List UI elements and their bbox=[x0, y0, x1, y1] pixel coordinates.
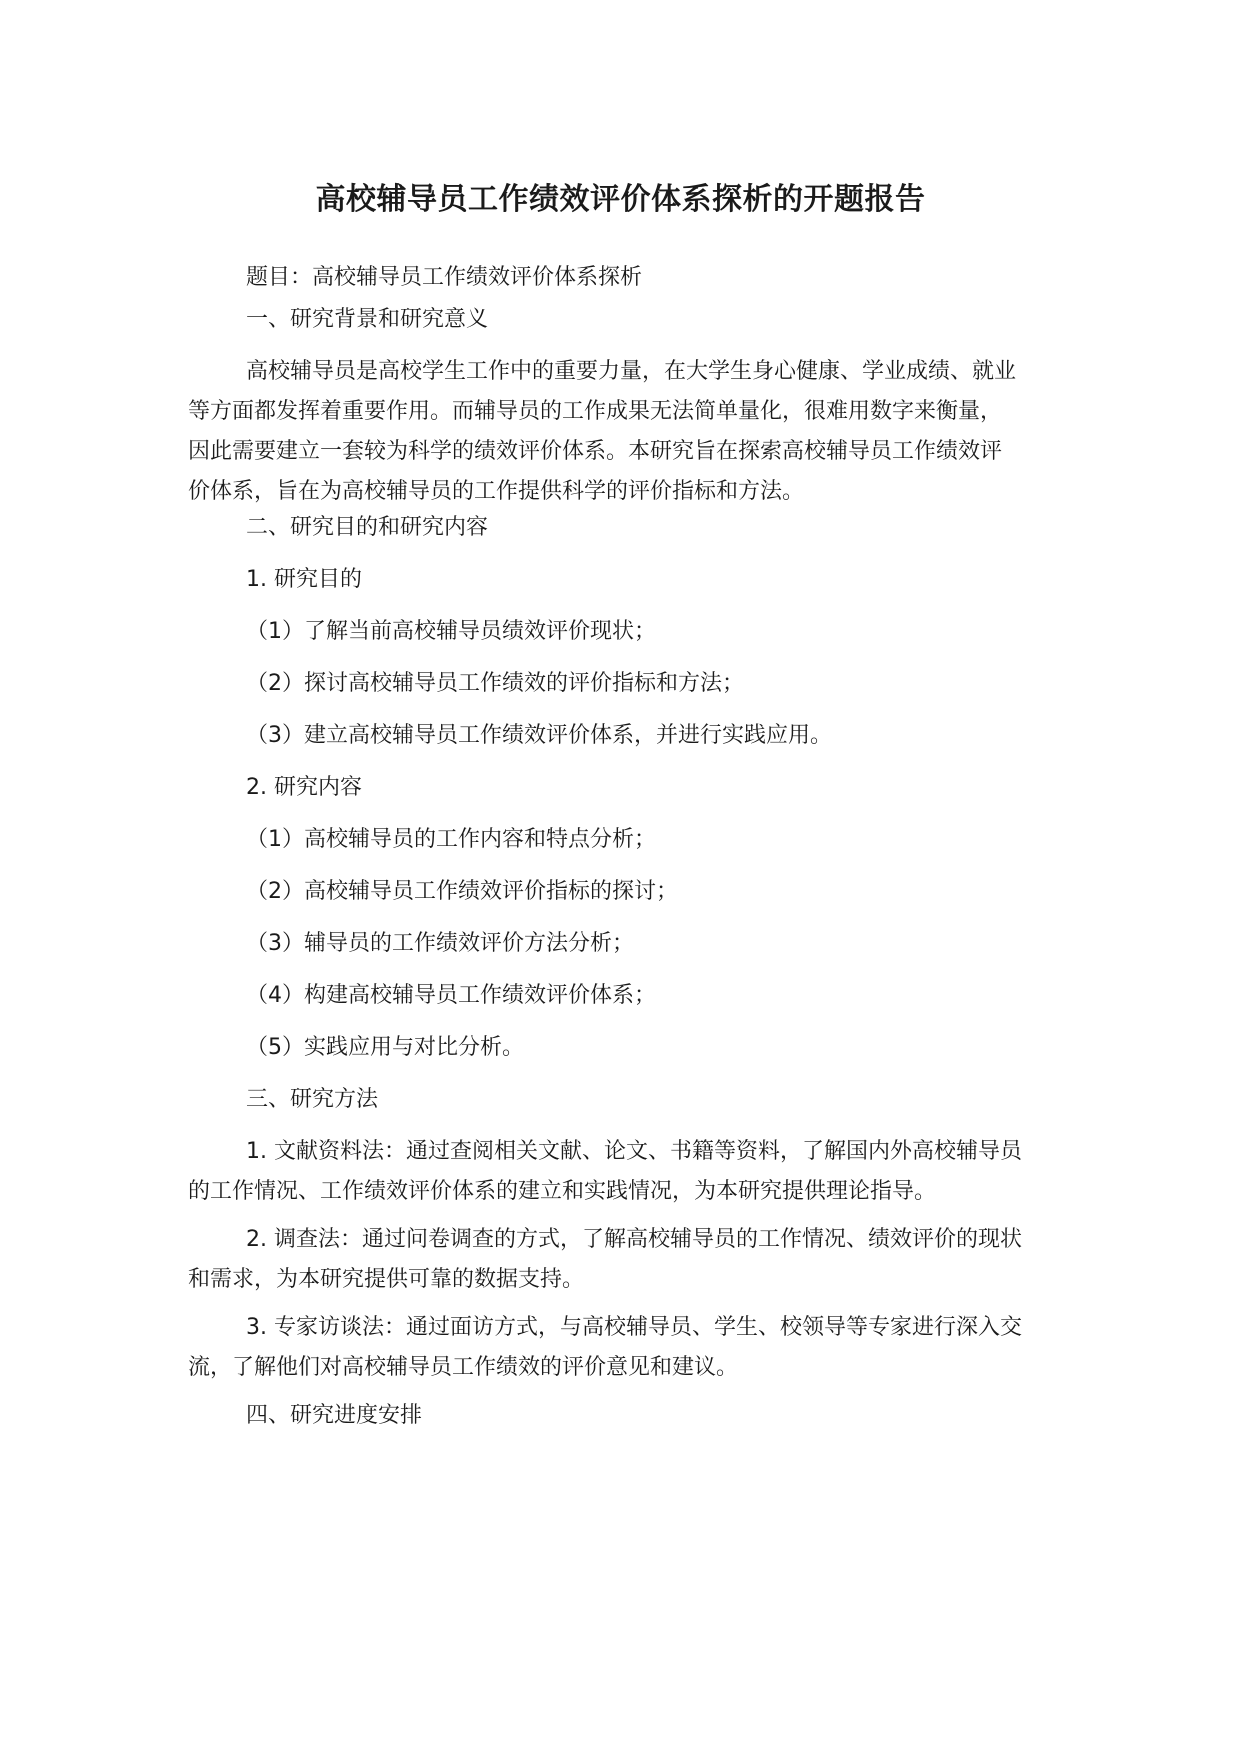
section-heading-background: 一、研究背景和研究意义 bbox=[246, 307, 489, 332]
list-item: （3）辅导员的工作绩效评价方法分析； bbox=[246, 931, 634, 956]
method-paragraph-interview bbox=[188, 1308, 1058, 1388]
section-heading-schedule: 四、研究进度安排 bbox=[246, 1403, 423, 1428]
section-heading-objectives: 二、研究目的和研究内容 bbox=[246, 515, 489, 540]
list-item: （1）了解当前高校辅导员绩效评价现状； bbox=[246, 619, 656, 644]
background-paragraph bbox=[188, 352, 1058, 512]
paragraph-line: 流，了解他们对高校辅导员工作绩效的评价意见和建议。 bbox=[188, 1355, 739, 1380]
list-item: （1）高校辅导员的工作内容和特点分析； bbox=[246, 827, 656, 852]
subheading-content: 2. 研究内容 bbox=[246, 775, 362, 800]
paragraph-line: 等方面都发挥着重要作用。而辅导员的工作成果无法简单量化，很难用数字来衡量， bbox=[188, 399, 1003, 424]
method-paragraph-literature bbox=[188, 1132, 1058, 1212]
subheading-objectives: 1. 研究目的 bbox=[246, 567, 362, 592]
paragraph-line: 2. 调查法：通过问卷调查的方式，了解高校辅导员的工作情况、绩效评价的现状 bbox=[246, 1227, 1022, 1252]
paragraph-line: 1. 文献资料法：通过查阅相关文献、论文、书籍等资料，了解国内外高校辅导员 bbox=[246, 1139, 1022, 1164]
list-item: （2）探讨高校辅导员工作绩效的评价指标和方法； bbox=[246, 671, 744, 696]
list-item: （3）建立高校辅导员工作绩效评价体系，并进行实践应用。 bbox=[246, 723, 832, 748]
section-heading-methods: 三、研究方法 bbox=[246, 1087, 379, 1112]
paragraph-line: 因此需要建立一套较为科学的绩效评价体系。本研究旨在探索高校辅导员工作绩效评 bbox=[188, 439, 1003, 464]
list-item: （5）实践应用与对比分析。 bbox=[246, 1035, 524, 1060]
paragraph-line: 高校辅导员是高校学生工作中的重要力量，在大学生身心健康、学业成绩、就业 bbox=[246, 359, 1017, 384]
topic-line: 题目：高校辅导员工作绩效评价体系探析 bbox=[246, 265, 643, 290]
paragraph-line: 3. 专家访谈法：通过面访方式，与高校辅导员、学生、校领导等专家进行深入交 bbox=[246, 1315, 1022, 1340]
list-item: （4）构建高校辅导员工作绩效评价体系； bbox=[246, 983, 656, 1008]
document-title: 高校辅导员工作绩效评价体系探析的开题报告 bbox=[315, 182, 926, 217]
list-item: （2）高校辅导员工作绩效评价指标的探讨； bbox=[246, 879, 678, 904]
paragraph-line: 的工作情况、工作绩效评价体系的建立和实践情况，为本研究提供理论指导。 bbox=[188, 1179, 937, 1204]
paragraph-line: 和需求，为本研究提供可靠的数据支持。 bbox=[188, 1267, 585, 1292]
paragraph-line: 价体系，旨在为高校辅导员的工作提供科学的评价指标和方法。 bbox=[188, 479, 805, 504]
method-paragraph-survey bbox=[188, 1220, 1058, 1300]
